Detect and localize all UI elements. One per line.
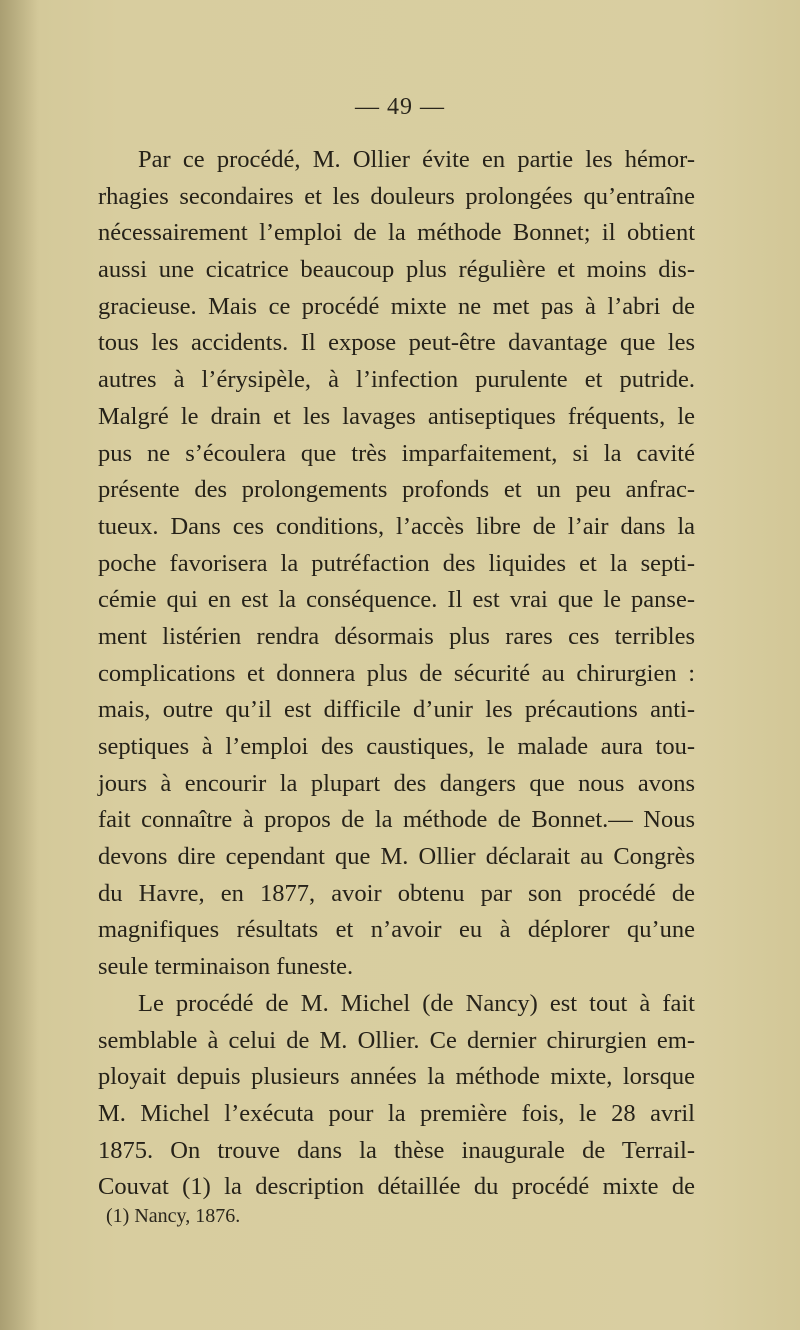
text-line: tous les accidents. Il expose peut-être davantage que les [98, 329, 695, 357]
text-line: M. Michel l’exécuta pour la première fois, le 28 avril [98, 1099, 695, 1127]
text-line: Malgré le drain et les lavages antiseptiques fréquents, le [98, 402, 695, 430]
text-line: Couvat (1) la description détaillée du procédé mixte de [98, 1173, 695, 1201]
text-line: aussi une cicatrice beaucoup plus régulière et moins dis- [98, 256, 695, 284]
page-number: — 49 — [355, 94, 445, 120]
text-line: tueux. Dans ces conditions, l’accès libre de l’air dans la [98, 512, 695, 540]
page-spine-shadow [0, 0, 38, 1330]
text-line: présente des prolongements profonds et un peu anfrac- [98, 476, 695, 504]
text-line: fait connaître à propos de la méthode de Bonnet.— Nous [98, 806, 695, 834]
text-line: 1875. On trouve dans la thèse inaugurale de Terrail- [98, 1136, 695, 1164]
text-line: poche favorisera la putréfaction des liquides et la septi- [98, 549, 695, 577]
body-text [98, 142, 695, 1206]
text-line: jours à encourir la plupart des dangers que nous avons [98, 769, 695, 797]
text-line: complications et donnera plus de sécurité au chirurgien : [98, 659, 695, 687]
text-line: magnifiques résultats et n’avoir eu à déplorer qu’une [98, 916, 695, 944]
text-line: pus ne s’écoulera que très imparfaitement, si la cavité [98, 439, 695, 467]
text-line: rhagies secondaires et les douleurs prolongées qu’entraîne [98, 182, 695, 210]
footnote: (1) Nancy, 1876. [106, 1205, 241, 1227]
text-line: ployait depuis plusieurs années la méthode mixte, lorsque [98, 1063, 695, 1091]
text-line: devons dire cependant que M. Ollier déclarait au Congrès [98, 843, 695, 871]
text-line: autres à l’érysipèle, à l’infection purulente et putride. [98, 366, 695, 394]
text-line: du Havre, en 1877, avoir obtenu par son procédé de [98, 879, 695, 907]
text-line: cémie qui en est la conséquence. Il est vrai que le panse- [98, 586, 695, 614]
text-line: Le procédé de M. Michel (de Nancy) est tout à fait [138, 989, 695, 1017]
text-line: septiques à l’emploi des caustiques, le malade aura tou- [98, 733, 695, 760]
text-line: seule terminaison funeste. [98, 953, 354, 981]
text-line: semblable à celui de M. Ollier. Ce dernier chirurgien em- [98, 1026, 695, 1054]
text-line: gracieuse. Mais ce procédé mixte ne met pas à l’abri de [98, 292, 695, 320]
text-line: Par ce procédé, M. Ollier évite en partie les hémor- [138, 146, 695, 173]
text-line: mais, outre qu’il est difficile d’unir les précautions anti- [98, 696, 695, 724]
text-line: ment listérien rendra désormais plus rares ces terribles [98, 622, 695, 650]
text-line: nécessairement l’emploi de la méthode Bonnet; il obtient [98, 219, 695, 247]
